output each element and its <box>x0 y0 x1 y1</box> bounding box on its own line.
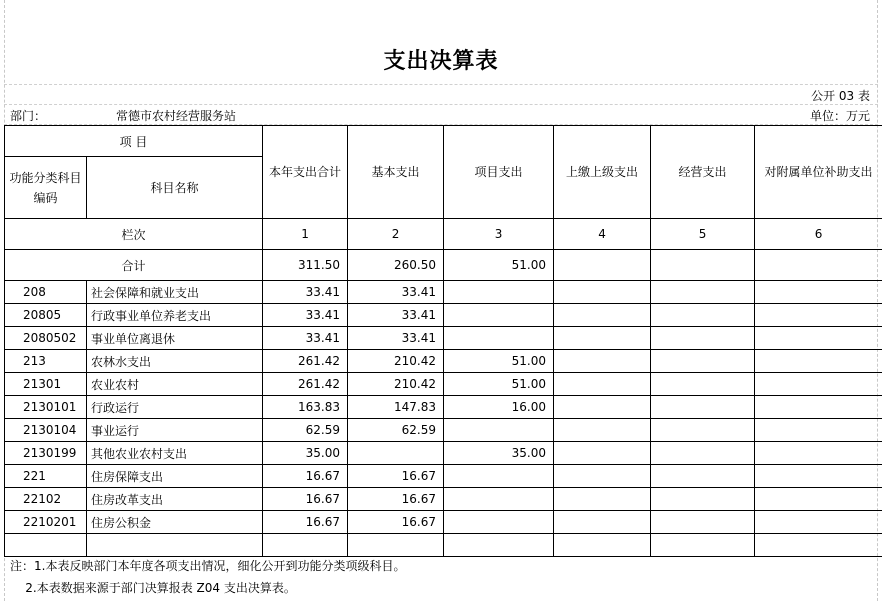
table-row <box>5 281 882 304</box>
row-value: 16.67 <box>348 465 444 488</box>
row-value <box>554 373 651 396</box>
row-value <box>651 465 755 488</box>
row-value <box>651 281 755 304</box>
row-value <box>554 327 651 350</box>
row-value: 33.41 <box>263 304 348 327</box>
expenditure-table <box>4 125 882 557</box>
row-value <box>755 511 882 534</box>
row-value: 33.41 <box>348 327 444 350</box>
col-header-basic: 基本支出 <box>348 126 444 219</box>
total-cell: 260.50 <box>348 250 444 281</box>
row-value <box>554 465 651 488</box>
row-value <box>755 373 882 396</box>
row-value <box>651 419 755 442</box>
table-row <box>5 350 882 373</box>
row-value: 16.67 <box>263 511 348 534</box>
table-row <box>5 442 882 465</box>
row-value <box>755 281 882 304</box>
col-header-operating: 经营支出 <box>651 126 755 219</box>
row-value: 33.41 <box>348 281 444 304</box>
row-value <box>651 327 755 350</box>
row-value <box>755 419 882 442</box>
total-cell: 51.00 <box>444 250 554 281</box>
row-value: 62.59 <box>263 419 348 442</box>
table-code: 公开 03 表 <box>811 89 870 103</box>
row-value <box>651 304 755 327</box>
row-code: 221 <box>5 465 87 488</box>
col-number: 1 <box>263 219 348 250</box>
row-value <box>554 304 651 327</box>
row-value <box>554 511 651 534</box>
table-row <box>5 304 882 327</box>
row-code: 22102 <box>5 488 87 511</box>
row-name: 住房保障支出 <box>87 465 263 488</box>
row-value: 16.67 <box>348 488 444 511</box>
row-value <box>554 396 651 419</box>
row-value: 16.00 <box>444 396 554 419</box>
row-code: 20805 <box>5 304 87 327</box>
row-value: 51.00 <box>444 350 554 373</box>
row-code: 2210201 <box>5 511 87 534</box>
row-value <box>444 488 554 511</box>
col-header-name: 科目名称 <box>87 157 263 219</box>
col-header-code: 功能分类科目编码 <box>5 157 87 219</box>
row-name: 其他农业农村支出 <box>87 442 263 465</box>
dept-label: 部门： <box>10 109 47 123</box>
row-value <box>755 304 882 327</box>
row-code: 2130199 <box>5 442 87 465</box>
row-value <box>755 327 882 350</box>
row-name: 事业单位离退休 <box>87 327 263 350</box>
row-value <box>651 442 755 465</box>
col-header-project: 项目支出 <box>444 126 554 219</box>
row-value <box>444 511 554 534</box>
blank-row <box>5 534 882 557</box>
row-value: 33.41 <box>348 304 444 327</box>
col-header-subsidy: 对附属单位补助支出 <box>755 126 882 219</box>
row-value <box>444 465 554 488</box>
row-code: 2130104 <box>5 419 87 442</box>
row-value <box>755 350 882 373</box>
row-value <box>348 442 444 465</box>
row-name: 行政运行 <box>87 396 263 419</box>
note-2: 2.本表数据来源于部门决算报表 Z04 支出决算表。 <box>10 581 296 595</box>
row-code: 208 <box>5 281 87 304</box>
spreadsheet-sheet <box>4 0 878 601</box>
row-name: 农业农村 <box>87 373 263 396</box>
dept-name: 常德市农村经营服务站 <box>116 109 237 123</box>
row-name: 住房改革支出 <box>87 488 263 511</box>
table-row <box>5 419 882 442</box>
row-value <box>554 488 651 511</box>
row-value: 16.67 <box>348 511 444 534</box>
row-value: 33.41 <box>263 281 348 304</box>
row-code: 2130101 <box>5 396 87 419</box>
row-code: 21301 <box>5 373 87 396</box>
row-value <box>651 396 755 419</box>
col-index-label: 栏次 <box>5 219 263 250</box>
row-value: 163.83 <box>263 396 348 419</box>
col-number: 6 <box>755 219 882 250</box>
row-value <box>651 350 755 373</box>
row-value <box>651 373 755 396</box>
row-value <box>755 396 882 419</box>
header-group: 项 目 <box>5 126 263 157</box>
total-row <box>5 250 882 281</box>
note-1: 注：1.本表反映部门本年度各项支出情况，细化公开到功能分类项级科目。 <box>10 559 406 573</box>
unit-label: 单位：万元 <box>809 109 870 123</box>
row-value <box>444 327 554 350</box>
row-value: 33.41 <box>263 327 348 350</box>
table-row <box>5 488 882 511</box>
row-value: 210.42 <box>348 350 444 373</box>
col-number: 5 <box>651 219 755 250</box>
total-cell <box>651 250 755 281</box>
row-value <box>554 350 651 373</box>
row-name: 事业运行 <box>87 419 263 442</box>
row-name: 社会保障和就业支出 <box>87 281 263 304</box>
row-value <box>651 488 755 511</box>
col-number: 3 <box>444 219 554 250</box>
col-header-total: 本年支出合计 <box>263 126 348 219</box>
row-value <box>755 465 882 488</box>
row-value <box>755 488 882 511</box>
row-code: 2080502 <box>5 327 87 350</box>
table-row <box>5 396 882 419</box>
row-value <box>444 281 554 304</box>
row-value <box>444 304 554 327</box>
row-value: 210.42 <box>348 373 444 396</box>
row-value: 147.83 <box>348 396 444 419</box>
row-value <box>651 511 755 534</box>
gridline <box>4 84 878 85</box>
row-value: 261.42 <box>263 373 348 396</box>
row-name: 住房公积金 <box>87 511 263 534</box>
table-row <box>5 327 882 350</box>
col-number: 2 <box>348 219 444 250</box>
row-value: 51.00 <box>444 373 554 396</box>
table-row <box>5 511 882 534</box>
gridline <box>4 104 878 105</box>
row-value: 62.59 <box>348 419 444 442</box>
row-value <box>755 442 882 465</box>
row-value: 35.00 <box>444 442 554 465</box>
row-value: 35.00 <box>263 442 348 465</box>
report-title: 支出决算表 <box>383 48 499 74</box>
row-value: 16.67 <box>263 488 348 511</box>
col-number: 4 <box>554 219 651 250</box>
row-value <box>444 419 554 442</box>
row-value <box>554 419 651 442</box>
row-value: 16.67 <box>263 465 348 488</box>
total-cell <box>755 250 882 281</box>
table-row <box>5 373 882 396</box>
table-row <box>5 465 882 488</box>
total-label: 合计 <box>5 250 263 281</box>
total-cell <box>554 250 651 281</box>
row-name: 农林水支出 <box>87 350 263 373</box>
row-value <box>554 281 651 304</box>
row-value: 261.42 <box>263 350 348 373</box>
row-name: 行政事业单位养老支出 <box>87 304 263 327</box>
row-code: 213 <box>5 350 87 373</box>
row-value <box>554 442 651 465</box>
total-cell: 311.50 <box>263 250 348 281</box>
col-header-remit: 上缴上级支出 <box>554 126 651 219</box>
